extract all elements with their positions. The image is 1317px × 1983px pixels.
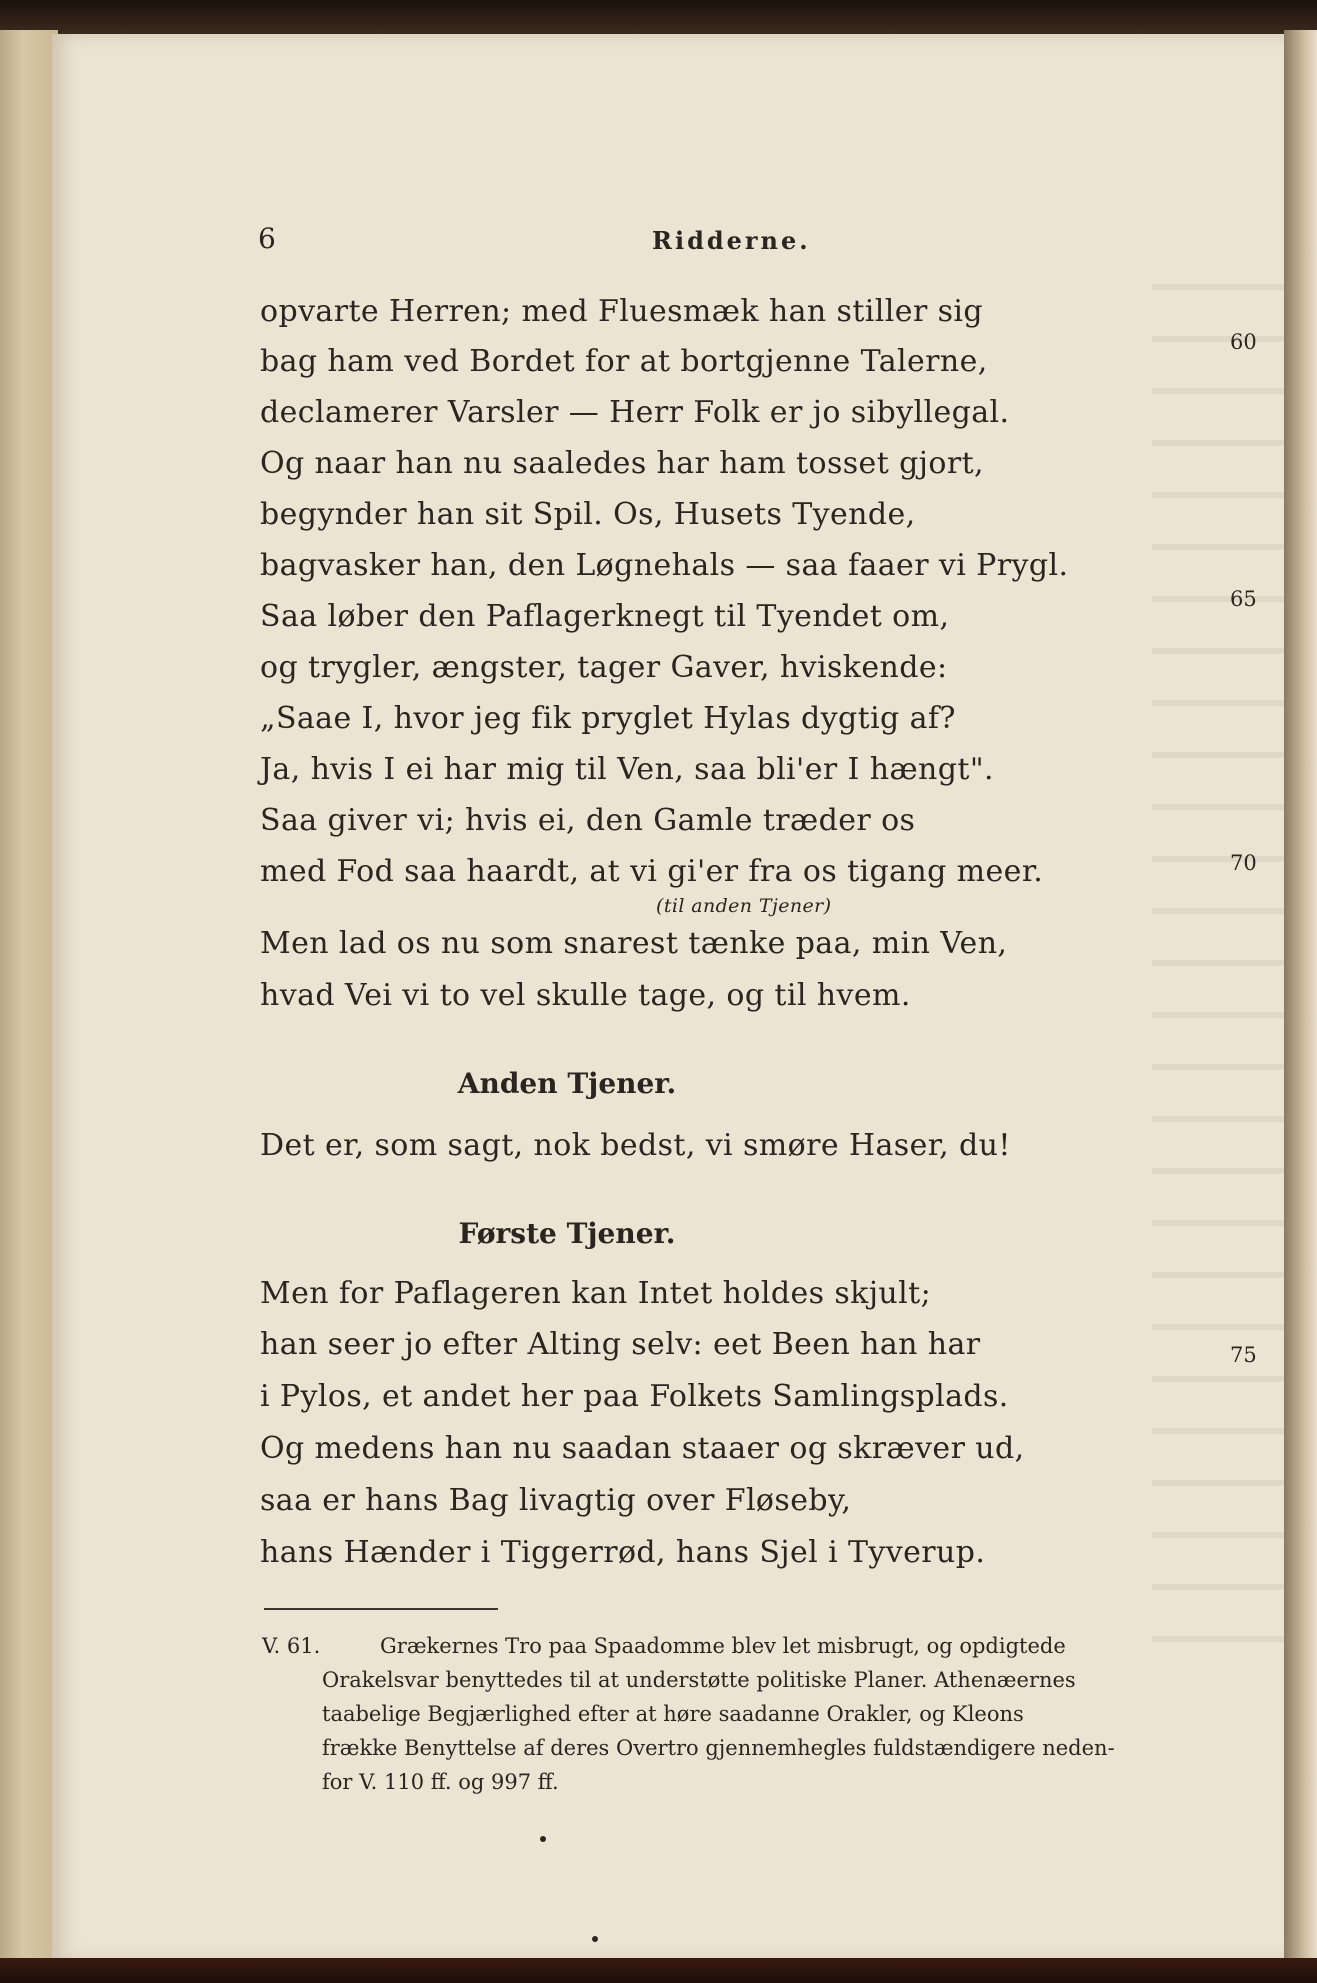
running-title: Ridderne. [652, 226, 811, 255]
footnote-line: for V. 110 ff. og 997 ff. [322, 1770, 559, 1794]
footnote-label: V. 61. [262, 1634, 321, 1658]
verse-line: opvarte Herren; med Fluesmæk han stiller sig [260, 294, 984, 329]
footnote-line: Orakelsvar benyttedes til at understøtte politiske Planer. Athenæernes [322, 1668, 1076, 1692]
page-stack-right [1284, 30, 1317, 1965]
ink-speck [540, 1836, 546, 1842]
verse-line: Det er, som sagt, nok bedst, vi smøre Haser, du! [260, 1128, 1011, 1163]
page-number: 6 [258, 222, 276, 255]
footnote-line: frække Benyttelse af deres Overtro gjennemhegles fuldstændigere neden- [322, 1736, 1115, 1760]
verse-line: begynder han sit Spil. Os, Husets Tyende, [260, 497, 916, 532]
page-stack-left [0, 30, 58, 1965]
book-cover-bottom [0, 1958, 1317, 1983]
page-header [52, 216, 1292, 266]
verse-line: bag ham ved Bordet for at bortgjenne Talerne, [260, 344, 988, 379]
verse-line: bagvasker han, den Løgnehals — saa faaer vi Prygl. [260, 548, 1069, 583]
verse-line: hvad Vei vi to vel skulle tage, og til hvem. [260, 978, 911, 1013]
speaker-heading: Anden Tjener. [457, 1067, 677, 1100]
verse-line: Men lad os nu som snarest tænke paa, min Ven, [260, 926, 1008, 961]
verse-line: „Saae I, hvor jeg fik pryglet Hylas dygtig af? [260, 701, 956, 736]
line-number: 75 [1230, 1343, 1257, 1367]
verse-line: og trygler, ængster, tager Gaver, hviskende: [260, 650, 948, 685]
footnote-rule [264, 1608, 498, 1610]
verse-line: i Pylos, et andet her paa Folkets Samlingsplads. [260, 1379, 1009, 1414]
verse-line: saa er hans Bag livagtig over Fløseby, [260, 1483, 852, 1518]
speaker-heading: Første Tjener. [458, 1217, 676, 1250]
footnote-line: Grækernes Tro paa Spaadomme blev let misbrugt, og opdigtede [380, 1634, 1066, 1658]
verse-line: hans Hænder i Tiggerrød, hans Sjel i Tyverup. [260, 1535, 986, 1570]
verse-line: Men for Paflageren kan Intet holdes skjult; [260, 1276, 932, 1311]
stage-direction: (til anden Tjener) [656, 895, 832, 917]
book-cover-top [0, 0, 1317, 34]
verse-line: declamerer Varsler — Herr Folk er jo sibyllegal. [260, 395, 1010, 430]
verse-line: han seer jo efter Alting selv: eet Been han har [260, 1327, 981, 1362]
verse-line: Og medens han nu saadan staaer og skræver ud, [260, 1431, 1025, 1466]
verse-line: Ja, hvis I ei har mig til Ven, saa bli'er I hængt". [260, 752, 994, 787]
book-page [52, 34, 1292, 1962]
line-number: 70 [1230, 851, 1257, 875]
verse-line: Saa giver vi; hvis ei, den Gamle træder os [260, 803, 916, 838]
ink-speck [592, 1936, 598, 1942]
verse-line: med Fod saa haardt, at vi gi'er fra os tigang meer. [260, 854, 1044, 889]
footnote-line: taabelige Begjærlighed efter at høre saadanne Orakler, og Kleons [322, 1702, 1024, 1726]
verse-line: Saa løber den Paflagerknegt til Tyendet om, [260, 599, 950, 634]
line-number: 60 [1230, 330, 1257, 354]
verse-line: Og naar han nu saaledes har ham tosset gjort, [260, 446, 984, 481]
line-number: 65 [1230, 587, 1257, 611]
